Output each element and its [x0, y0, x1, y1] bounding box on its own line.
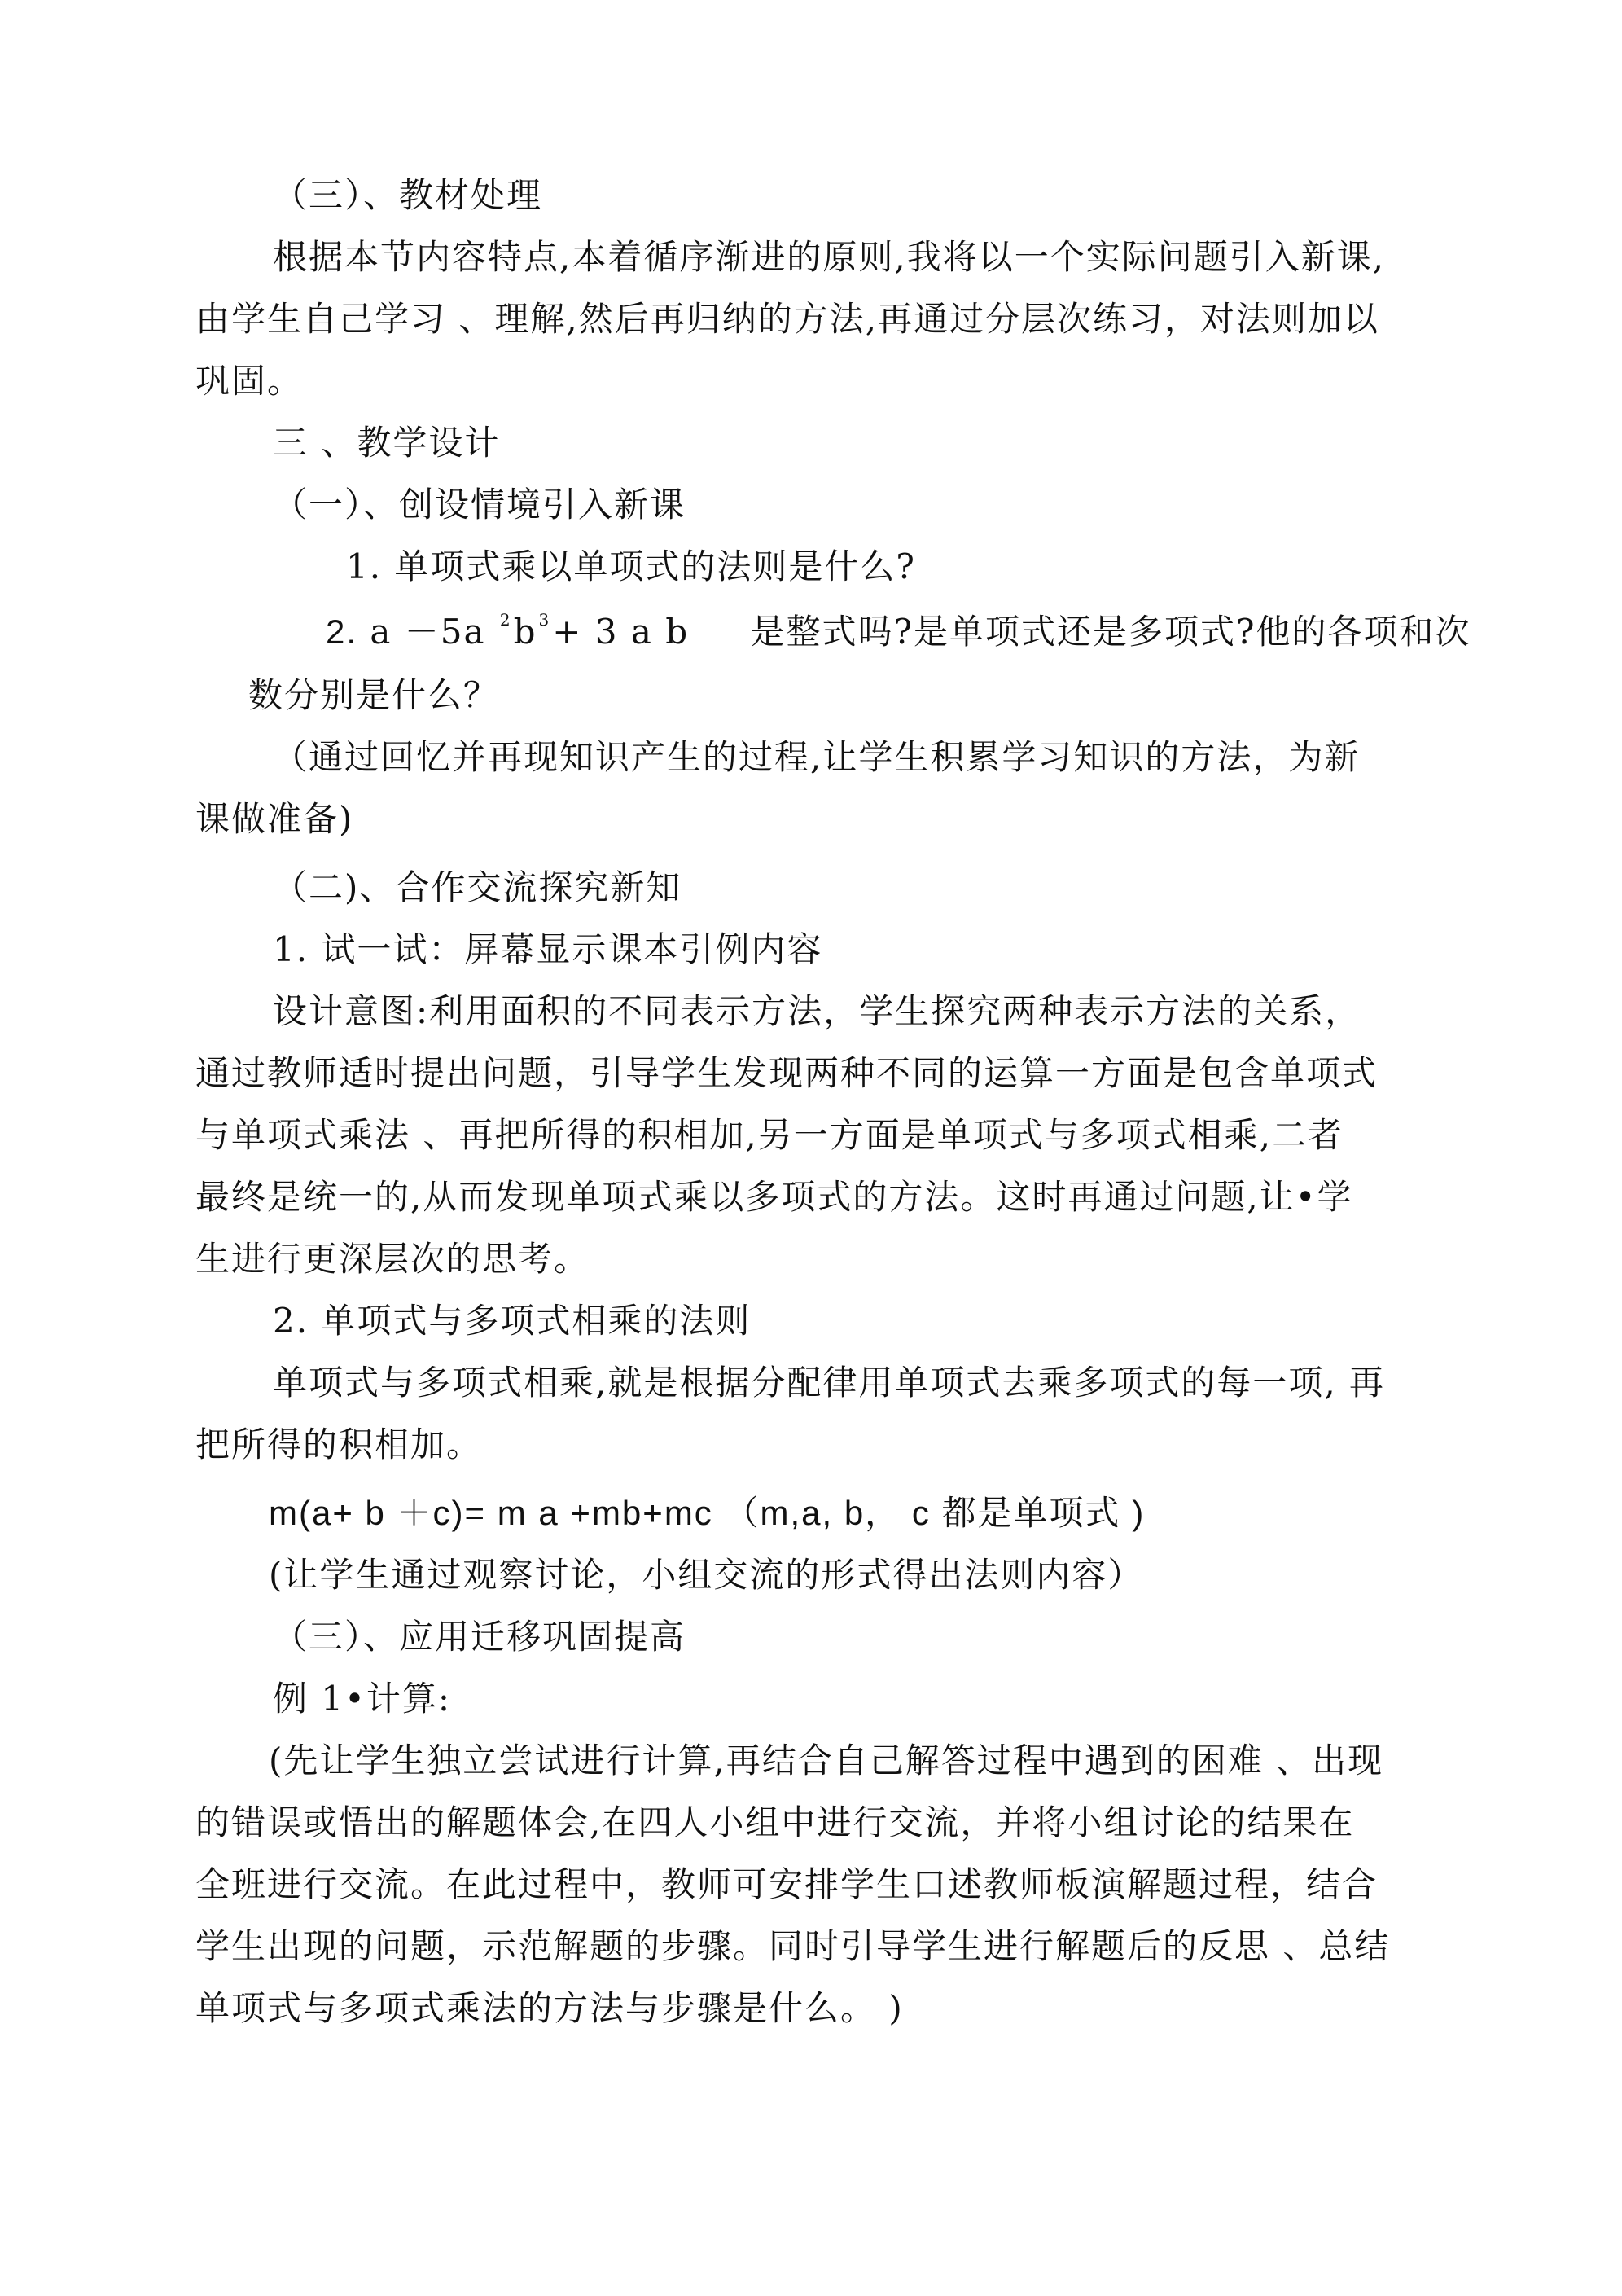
example-note-line: 单项式与多项式乘法的方法与步骤是什么。 ): [195, 1988, 904, 2028]
rule-text-line: 把所得的积相加。: [195, 1425, 483, 1464]
formula-note: (让学生通过观察讨论，小组交流的形式得出法则内容）: [269, 1555, 1144, 1595]
design-intent-line: 生进行更深层次的思考。: [195, 1239, 590, 1279]
question-2-line-2: 数分别是什么？: [248, 675, 500, 715]
note-line: （通过回忆并再现知识产生的过程,让学生积累学习知识的方法，为新: [273, 737, 1361, 777]
note-line: 课做准备): [195, 799, 354, 839]
example-1-label: 例 1•计算:: [273, 1679, 451, 1719]
paragraph-line: 由学生自己学习 、理解,然后再归纳的方法,再通过分层次练习，对法则加以: [195, 299, 1380, 339]
distributive-formula: m(a+ b ＋c)= m a +mb+mc （m,a, b， c 都是单项式 ): [269, 1494, 1146, 1532]
question-2-text: 是整式吗?是单项式还是多项式?他的各项和次: [750, 612, 1471, 652]
expression-part-b: b: [513, 612, 537, 652]
example-note-line: 全班进行交流。在此过程中，教师可安排学生口述教师板演解题过程，结合: [195, 1864, 1379, 1904]
subsection-title-apply: （三）、应用迁移巩固提高: [273, 1617, 686, 1657]
design-intent-line: 设计意图:利用面积的不同表示方法，学生探究两种表示方法的关系，: [273, 991, 1361, 1031]
try-it-line: 1. 试一试：屏幕显示课本引例内容: [273, 929, 823, 969]
subsection-title-intro: （一）、创设情境引入新课: [273, 485, 686, 525]
exponent-3: 3: [538, 610, 551, 630]
heading-teaching-design: 三 、教学设计: [273, 423, 501, 463]
rule-title: 2. 单项式与多项式相乘的法则: [273, 1301, 752, 1341]
question-2-number: 2.: [326, 612, 358, 651]
design-intent-line: 通过教师适时提出问题，引导学生发现两种不同的运算一方面是包含单项式: [195, 1053, 1379, 1093]
design-intent-line: 与单项式乘法 、再把所得的积相加,另一方面是单项式与多项式相乘,二者: [195, 1115, 1344, 1155]
section-title-textbook-handling: （三）、教材处理: [273, 175, 543, 215]
rule-text-line: 单项式与多项式相乘,就是根据分配律用单项式去乘多项式的每一项, 再: [273, 1363, 1386, 1403]
expression-part-c: + 3 a b: [552, 612, 690, 652]
paragraph-line: 巩固。: [195, 361, 304, 401]
paragraph-line: 根据本节内容特点,本着循序渐进的原则,我将以一个实际问题引入新课,: [273, 237, 1386, 277]
question-1: 1. 单项式乘以单项式的法则是什么?: [346, 547, 916, 586]
expression-part-a: a －5a: [370, 612, 486, 652]
subsection-title-explore: （二)、合作交流探究新知: [273, 867, 682, 907]
example-note-line: (先让学生独立尝试进行计算,再结合自己解答过程中遇到的困难 、出现: [269, 1741, 1384, 1780]
example-note-line: 的错误或悟出的解题体会,在四人小组中进行交流，并将小组讨论的结果在: [195, 1802, 1355, 1842]
exponent-2: 2: [499, 610, 512, 630]
design-intent-line: 最终是统一的,从而发现单项式乘以多项式的方法。这时再通过问题,让•学: [195, 1177, 1353, 1217]
example-note-line: 学生出现的问题，示范解题的步骤。同时引导学生进行解题后的反思 、总结: [195, 1926, 1391, 1966]
question-2: [326, 609, 1471, 661]
